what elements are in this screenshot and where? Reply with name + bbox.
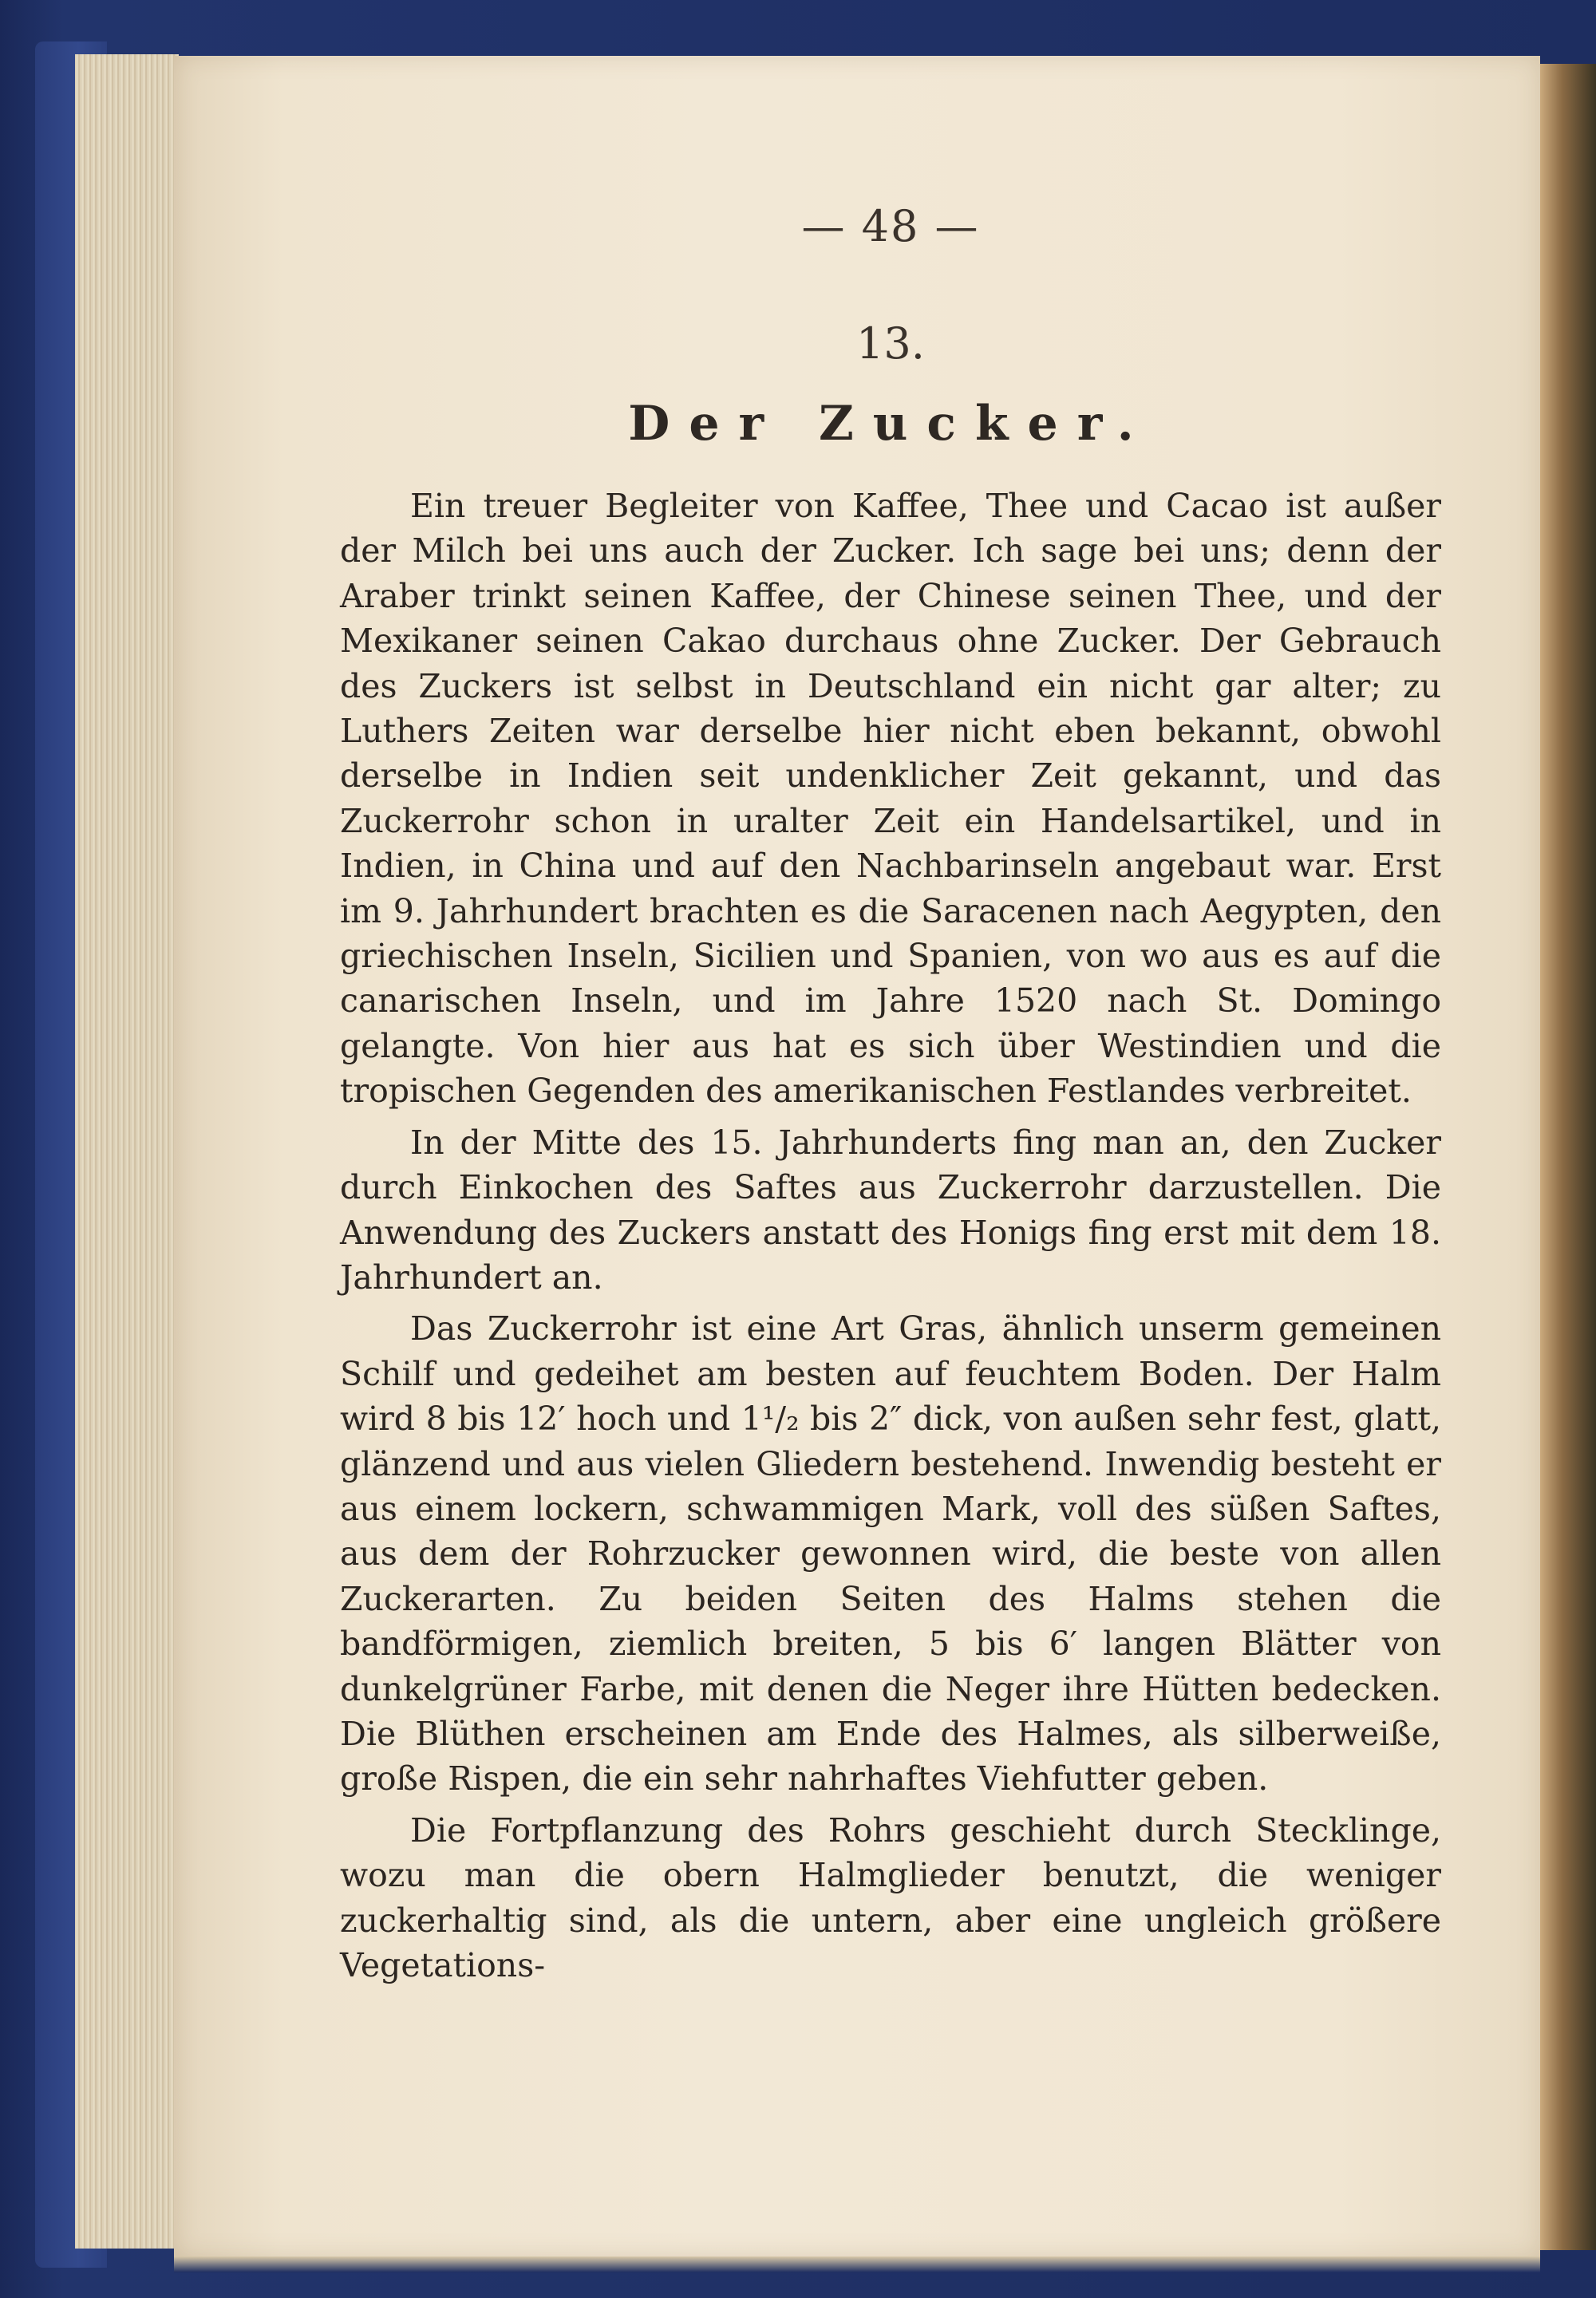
page-content bbox=[340, 201, 1441, 1994]
paragraph: Die Fortpflanzung des Rohrs geschieht durch Stecklinge, wozu man die obern Halmglieder benutzt, die weniger zuckerhaltig sind, als die untern, aber eine ungleich größere Vegetations- bbox=[340, 1810, 1441, 1984]
page-number: — 48 — bbox=[801, 201, 980, 251]
chapter-title: Der Zucker. bbox=[628, 396, 1153, 452]
page-stack-edge bbox=[75, 54, 179, 2249]
chapter-number: 13. bbox=[856, 318, 925, 369]
page-bottom-edge bbox=[174, 2257, 1540, 2272]
facing-page-edge bbox=[1540, 64, 1596, 2250]
paragraph: Ein treuer Begleiter von Kaffee, Thee und Cacao ist außer der Milch bei uns auch der Zucker. Ich sage bei uns; denn der Araber trinkt seinen Kaffee, der Chinese seinen Thee, und der Mexikaner seinen Cakao durchaus ohne Zucker. Der Gebrauch des Zuckers ist selbst in Deutschland ein nicht gar alter; zu Luthers Zeiten war derselbe hier nicht eben bekannt, obwohl derselbe in Indien seit undenklicher Zeit gekannt, und das Zuckerrohr schon in uralter Zeit ein Handelsartikel, und in Indien, in China und auf den Nachbarinseln angebaut war. Erst im 9. Jahrhundert brachten es die Saracenen nach Aegypten, den griechischen Inseln, Sicilien und Spanien, von wo aus es auf die canarischen Inseln, und im Jahre 1520 nach St. Domingo gelangte. Von hier aus hat es sich über Westindien und die tropischen Gegenden des amerikanischen Festlandes verbreitet. bbox=[340, 487, 1441, 1111]
paragraph: In der Mitte des 15. Jahrhunderts fing man an, den Zucker durch Einkochen des Saftes aus Zuckerrohr darzustellen. Die Anwendung des Zuckers anstatt des Honigs fing erst mit dem 18. Jahrhundert an. bbox=[340, 1123, 1441, 1297]
paragraph: Das Zuckerrohr ist eine Art Gras, ähnlich unserm gemeinen Schilf und gedeihet am besten auf feuchtem Boden. Der Halm wird 8 bis 12′ hoch und 1¹/₂ bis 2″ dick, von außen sehr fest, glatt, glänzend und aus vielen Gliedern bestehend. Inwendig besteht er aus einem lockern, schwammigen Mark, voll des süßen Saftes, aus dem der Rohrzucker gewonnen wird, die beste von allen Zuckerarten. Zu beiden Seiten des Halms stehen die bandförmigen, ziemlich breiten, 5 bis 6′ langen Blätter von dunkelgrüner Farbe, mit denen die Neger ihre Hütten bedecken. Die Blüthen erscheinen am Ende des Halmes, als silberweiße, große Rispen, die ein sehr nahrhaftes Viehfutter geben. bbox=[340, 1309, 1441, 1799]
